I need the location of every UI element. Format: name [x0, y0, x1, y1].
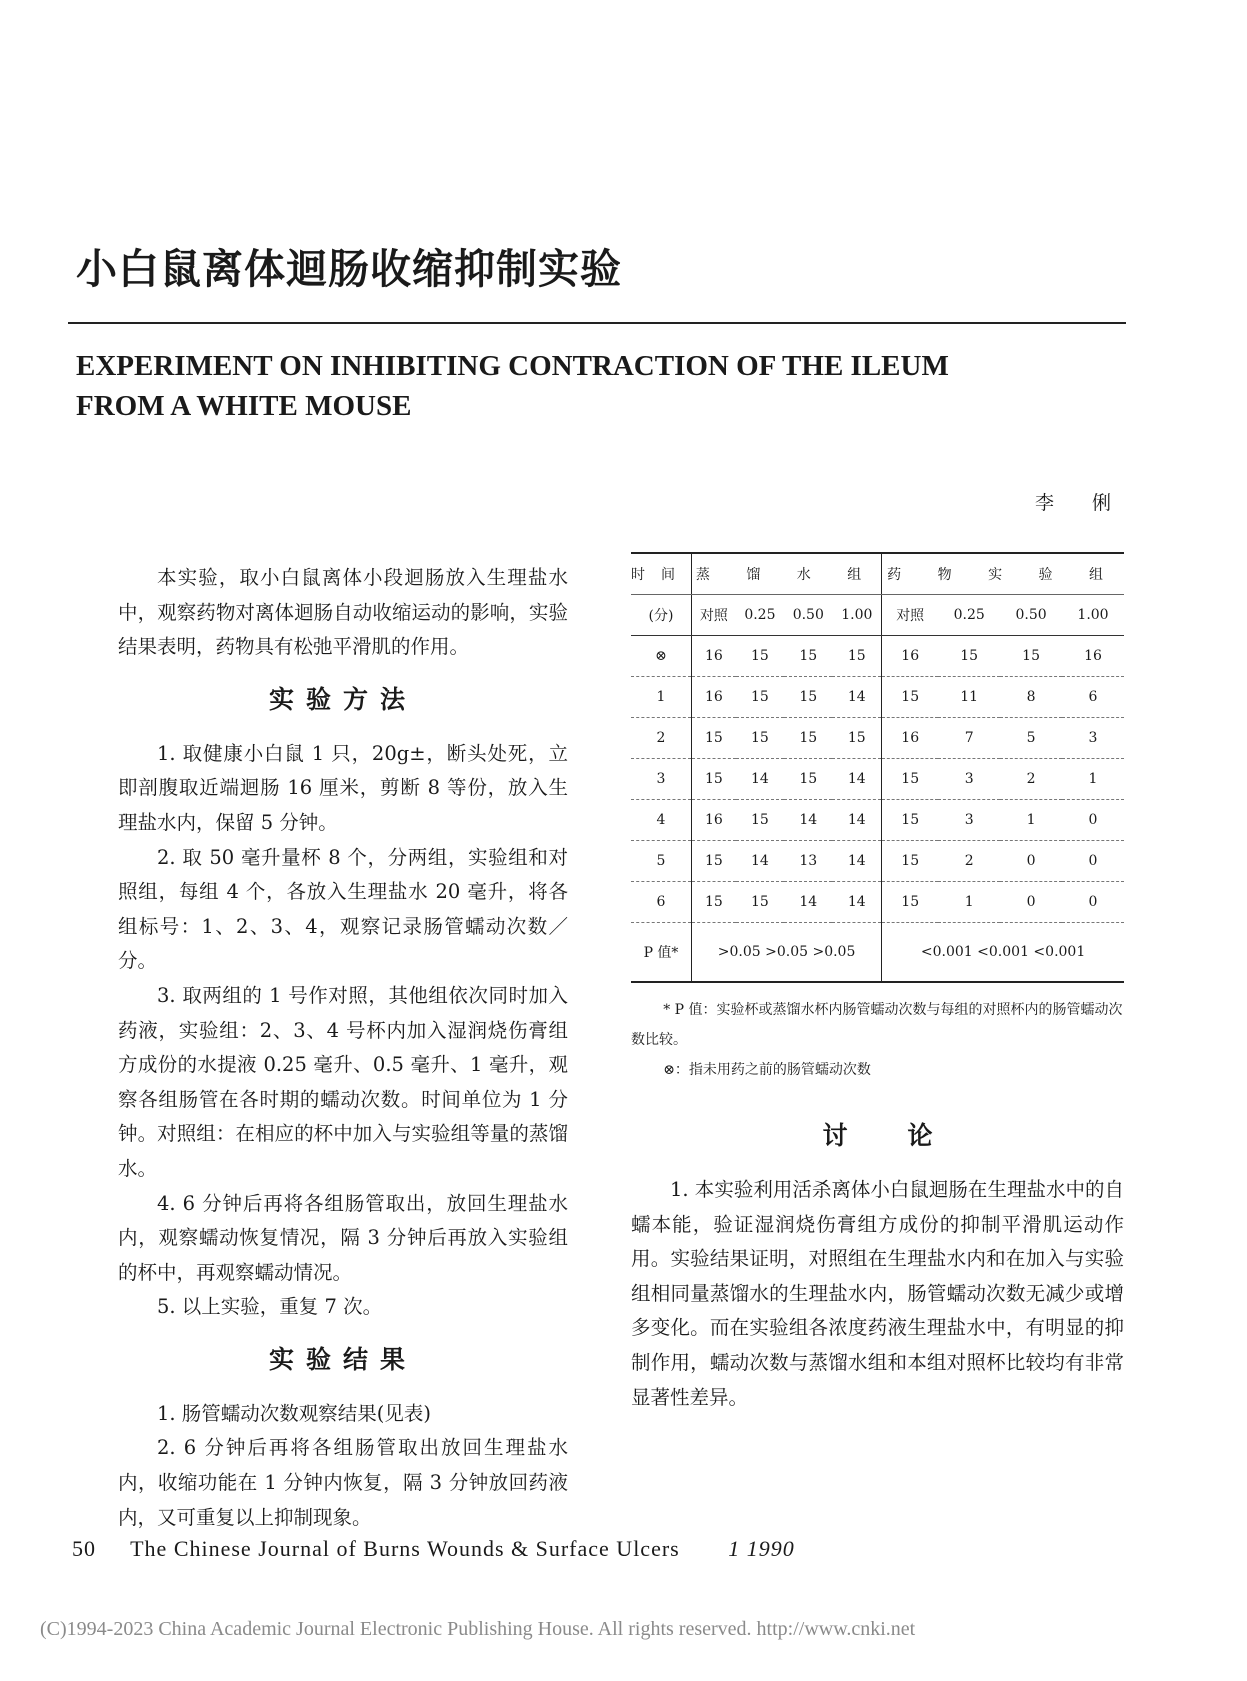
- table-cell: 14: [832, 841, 881, 882]
- table-cell: 0: [1062, 882, 1124, 923]
- table-cell: 15: [736, 800, 784, 841]
- table-cell: 16: [692, 677, 736, 718]
- time-unit-header: (分): [631, 595, 692, 636]
- table-cell: 14: [832, 677, 881, 718]
- p-value-row: [631, 923, 1124, 983]
- group-distilled-water-header: 蒸 馏 水 组: [692, 553, 882, 595]
- col-header: 1.00: [1062, 595, 1124, 636]
- table-cell: 14: [832, 882, 881, 923]
- table-cell: 13: [784, 841, 832, 882]
- methods-p3: 3. 取两组的 1 号作对照，其他组依次同时加入药液，实验组：2、3、4 号杯内加入湿润烧伤膏组方成份的水提液 0.25 毫升、0.5 毫升、1 毫升，观察各组肠管在各时期的蠕动次数。时间单位为 1 分钟。对照组：在相应的杯中加入与实验组等量的蒸馏水。: [118, 983, 568, 1180]
- title-english-line1: EXPERIMENT ON INHIBITING CONTRACTION OF THE ILEUM: [76, 350, 949, 382]
- discussion-heading: 讨论: [822, 1121, 993, 1150]
- col-header: 0.25: [736, 595, 784, 636]
- table-header-row-1: [631, 553, 1124, 595]
- time-cell: ⊗: [631, 636, 692, 677]
- table-cell: 3: [938, 759, 1000, 800]
- table-cell: 7: [938, 718, 1000, 759]
- results-heading: 实验结果: [268, 1344, 417, 1374]
- note-p-value: * P 值：实验杯或蒸馏水杯内肠管蠕动次数与每组的对照杯内的肠管蠕动次数比较。: [631, 1002, 1123, 1048]
- table-notes: [631, 995, 1124, 1085]
- time-cell: 4: [631, 800, 692, 841]
- table-cell: 15: [692, 841, 736, 882]
- table-cell: 2: [938, 841, 1000, 882]
- table-cell: 15: [882, 841, 939, 882]
- table-cell: 15: [938, 636, 1000, 677]
- col-header: 对照: [882, 595, 939, 636]
- table-cell: 1: [1062, 759, 1124, 800]
- table-cell: 16: [882, 636, 939, 677]
- table-cell: 15: [784, 759, 832, 800]
- table-cell: 16: [1062, 636, 1124, 677]
- table-cell: 14: [832, 759, 881, 800]
- title-chinese: 小白鼠离体迴肠收缩抑制实验: [76, 245, 622, 293]
- abstract: 本实验，取小白鼠离体小段迴肠放入生理盐水中，观察药物对离体迴肠自动收缩运动的影响，实验结果表明，药物具有松弛平滑肌的作用。: [118, 566, 568, 659]
- group-drug-header: 药 物 实 验 组: [882, 553, 1124, 595]
- title-rule: [68, 322, 1126, 324]
- table-cell: 1: [1000, 800, 1062, 841]
- table-cell: 1: [938, 882, 1000, 923]
- table-cell: 0: [1062, 841, 1124, 882]
- col-header: 对照: [692, 595, 736, 636]
- page-number: 50: [72, 1536, 96, 1561]
- table-cell: 16: [692, 800, 736, 841]
- table-row: [631, 718, 1124, 759]
- results-p1: 1. 肠管蠕动次数观察结果(见表): [157, 1401, 432, 1425]
- table-cell: 15: [784, 636, 832, 677]
- table-cell: 14: [832, 800, 881, 841]
- table-cell: 11: [938, 677, 1000, 718]
- table-row: [631, 636, 1124, 677]
- table-cell: 15: [832, 718, 881, 759]
- note-symbol: ⊗：指未用药之前的肠管蠕动次数: [663, 1062, 871, 1078]
- methods-p2: 2. 取 50 毫升量杯 8 个，分两组，实验组和对照组，每组 4 个，各放入生理盐水 20 毫升，将各组标号：1、2、3、4，观察记录肠管蠕动次数／分。: [118, 845, 568, 973]
- table-cell: 3: [1062, 718, 1124, 759]
- table-cell: 15: [1000, 636, 1062, 677]
- title-english-line2: FROM A WHITE MOUSE: [76, 390, 412, 422]
- table-cell: 16: [692, 636, 736, 677]
- time-cell: 2: [631, 718, 692, 759]
- table-cell: 0: [1000, 882, 1062, 923]
- page-footer: [72, 1536, 795, 1562]
- results-p2: 2. 6 分钟后再将各组肠管取出放回生理盐水内，收缩功能在 1 分钟内恢复，隔 3 分钟放回药液内，又可重复以上抑制现象。: [118, 1436, 568, 1529]
- table-cell: 5: [1000, 718, 1062, 759]
- table-cell: 15: [692, 759, 736, 800]
- p-value-label: P 值*: [631, 923, 692, 983]
- methods-heading: 实验方法: [268, 684, 417, 714]
- table-cell: 15: [882, 759, 939, 800]
- table-row: [631, 759, 1124, 800]
- table-cell: 15: [882, 677, 939, 718]
- table-cell: 16: [882, 718, 939, 759]
- title-english: [76, 346, 1076, 426]
- table-cell: 0: [1000, 841, 1062, 882]
- methods-p1: 1. 取健康小白鼠 1 只，20g±，断头处死，立即剖腹取近端迴肠 16 厘米，剪断 8 等份，放入生理盐水内，保留 5 分钟。: [118, 741, 568, 834]
- col-header: 0.50: [1000, 595, 1062, 636]
- left-column: [118, 561, 568, 1535]
- table-row: [631, 841, 1124, 882]
- time-cell: 1: [631, 677, 692, 718]
- time-cell: 5: [631, 841, 692, 882]
- table-cell: 15: [784, 677, 832, 718]
- table-cell: 2: [1000, 759, 1062, 800]
- right-column: [631, 552, 1124, 1415]
- journal-name: The Chinese Journal of Burns Wounds & Surface Ulcers: [130, 1536, 680, 1561]
- col-header: 0.25: [938, 595, 1000, 636]
- table-cell: 0: [1062, 800, 1124, 841]
- discussion-p1: 1. 本实验利用活杀离体小白鼠迴肠在生理盐水中的自蠕本能，验证湿润烧伤膏组方成份的抑制平滑肌运动作用。实验结果证明，对照组在生理盐水内和在加入与实验组相同量蒸馏水的生理盐水内，肠管蠕动次数无减少或增多变化。而在实验组各浓度药液生理盐水中，有明显的抑制作用，蠕动次数与蒸馏水组和本组对照杯比较均有非常显著性差异。: [631, 1178, 1124, 1409]
- p-value-distilled-water: >0.05 >0.05 >0.05: [692, 923, 882, 983]
- table-cell: 14: [736, 841, 784, 882]
- p-value-drug: <0.001 <0.001 <0.001: [882, 923, 1124, 983]
- table-cell: 14: [736, 759, 784, 800]
- table-cell: 15: [692, 718, 736, 759]
- table-cell: 14: [784, 800, 832, 841]
- table-header-row-2: [631, 595, 1124, 636]
- methods-p4: 4. 6 分钟后再将各组肠管取出，放回生理盐水内，观察蠕动恢复情况，隔 3 分钟后再放入实验组的杯中，再观察蠕动情况。: [118, 1191, 568, 1284]
- table-cell: 15: [736, 677, 784, 718]
- issue-year: 1 1990: [728, 1536, 795, 1561]
- table-row: [631, 882, 1124, 923]
- author: 李 俐: [1034, 492, 1127, 514]
- methods-p5: 5. 以上实验，重复 7 次。: [157, 1295, 383, 1319]
- time-header: 时间: [631, 553, 692, 595]
- col-header: 1.00: [832, 595, 881, 636]
- discussion-section: [631, 1119, 1124, 1415]
- table-cell: 15: [692, 882, 736, 923]
- time-cell: 3: [631, 759, 692, 800]
- table-cell: 15: [784, 718, 832, 759]
- table-cell: 14: [784, 882, 832, 923]
- table-cell: 6: [1062, 677, 1124, 718]
- table-cell: 15: [832, 636, 881, 677]
- table-cell: 3: [938, 800, 1000, 841]
- col-header: 0.50: [784, 595, 832, 636]
- table-cell: 15: [882, 882, 939, 923]
- table-row: [631, 800, 1124, 841]
- table-cell: 15: [736, 636, 784, 677]
- table-row: [631, 677, 1124, 718]
- results-table: [631, 552, 1124, 983]
- table-cell: 15: [736, 882, 784, 923]
- table-cell: 15: [882, 800, 939, 841]
- table-cell: 8: [1000, 677, 1062, 718]
- copyright-watermark: (C)1994-2023 China Academic Journal Electronic Publishing House. All rights reserved. http://www.cnki.net: [40, 1618, 916, 1640]
- table-cell: 15: [736, 718, 784, 759]
- time-cell: 6: [631, 882, 692, 923]
